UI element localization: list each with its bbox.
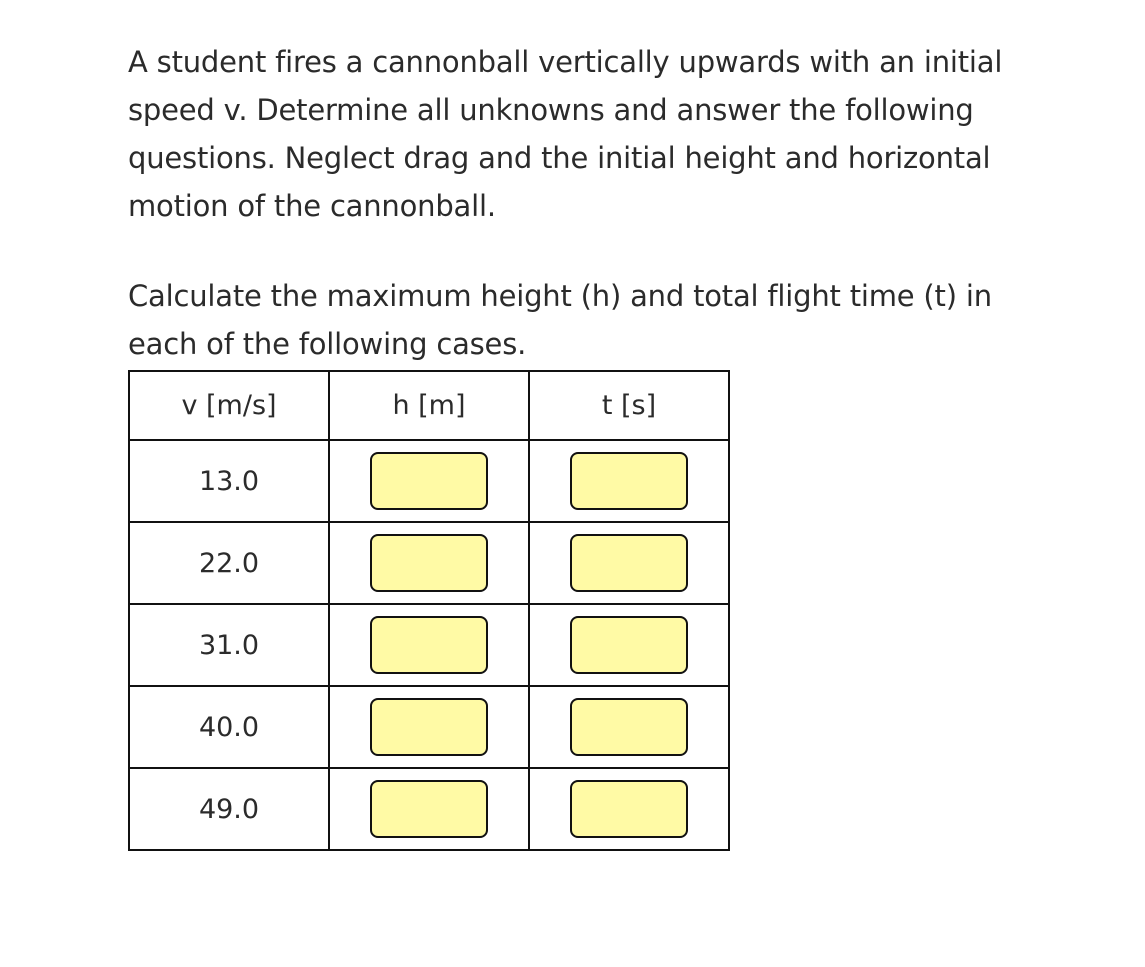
time-input[interactable]: [570, 616, 688, 674]
height-input[interactable]: [370, 534, 488, 592]
table-row: [129, 522, 729, 604]
header-velocity: v [m/s]: [129, 371, 329, 440]
height-cell: [329, 768, 529, 850]
time-cell: [529, 522, 729, 604]
time-cell: [529, 686, 729, 768]
velocity-cell: 22.0: [129, 522, 329, 604]
problem-instruction: Calculate the maximum height (h) and total flight time (t) in each of the following cases.: [128, 279, 992, 361]
height-input[interactable]: [370, 452, 488, 510]
velocity-cell: 49.0: [129, 768, 329, 850]
time-cell: [529, 604, 729, 686]
time-input[interactable]: [570, 698, 688, 756]
time-cell: [529, 440, 729, 522]
table-row: [129, 440, 729, 522]
time-cell: [529, 768, 729, 850]
header-time: t [s]: [529, 371, 729, 440]
height-input[interactable]: [370, 616, 488, 674]
answer-table: [128, 370, 730, 851]
time-input[interactable]: [570, 780, 688, 838]
time-input[interactable]: [570, 452, 688, 510]
problem-intro: A student fires a cannonball vertically upwards with an initial speed v. Determine all unknowns and answer the following questions. Neglect drag and the initial height and horizontal motion of the cannonball.: [128, 45, 1003, 223]
table-row: [129, 768, 729, 850]
header-height: h [m]: [329, 371, 529, 440]
table-header-row: [129, 371, 729, 440]
height-input[interactable]: [370, 698, 488, 756]
height-cell: [329, 522, 529, 604]
height-input[interactable]: [370, 780, 488, 838]
time-input[interactable]: [570, 534, 688, 592]
velocity-cell: 31.0: [129, 604, 329, 686]
question-content: [128, 38, 1048, 851]
table-row: [129, 604, 729, 686]
table-row: [129, 686, 729, 768]
velocity-cell: 40.0: [129, 686, 329, 768]
height-cell: [329, 440, 529, 522]
height-cell: [329, 604, 529, 686]
height-cell: [329, 686, 529, 768]
velocity-cell: 13.0: [129, 440, 329, 522]
